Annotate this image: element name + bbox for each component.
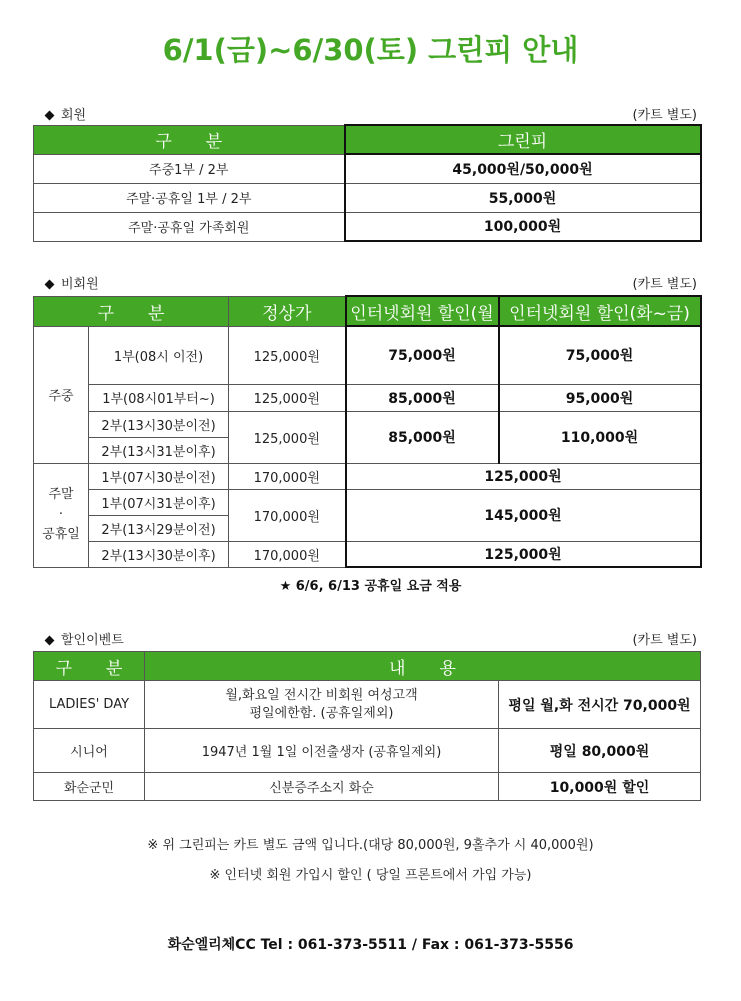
row-tuefri: 75,000원 bbox=[499, 326, 701, 384]
table-row bbox=[34, 773, 701, 801]
table-row bbox=[34, 463, 701, 489]
event-desc-line1: 월,화요일 전시간 비회원 여성고객 bbox=[225, 687, 418, 703]
row-combined: 125,000원 bbox=[346, 541, 701, 567]
table-row bbox=[34, 326, 701, 384]
row-category: 주말·공휴일 1부 / 2부 bbox=[34, 183, 345, 212]
row-time: 2부(13시31분이후) bbox=[89, 437, 229, 463]
row-combined: 145,000원 bbox=[346, 489, 701, 541]
group-weekday: 주중 bbox=[34, 326, 89, 463]
holiday-note: ★ 6/6, 6/13 공휴일 요금 적용 bbox=[279, 579, 462, 594]
row-fee: 100,000원 bbox=[345, 212, 701, 241]
row-regular: 125,000원 bbox=[229, 384, 346, 411]
event-price: 평일 월,화 전시간 70,000원 bbox=[499, 681, 701, 729]
event-price: 10,000원 할인 bbox=[499, 773, 701, 801]
row-regular: 170,000원 bbox=[229, 541, 346, 567]
diamond-bullet-icon bbox=[45, 279, 55, 289]
row-combined: 125,000원 bbox=[346, 463, 701, 489]
col-header-category: 구 분 bbox=[34, 652, 145, 681]
nonmember-fee-table bbox=[33, 295, 702, 568]
table-row bbox=[34, 212, 701, 241]
diamond-bullet-icon bbox=[45, 110, 55, 120]
event-desc: 신분증주소지 화순 bbox=[145, 773, 499, 801]
col-header-content: 내 용 bbox=[145, 652, 701, 681]
table-row bbox=[34, 384, 701, 411]
row-time: 2부(13시30분이전) bbox=[89, 411, 229, 437]
event-price: 평일 80,000원 bbox=[499, 729, 701, 773]
col-header-greenfee: 그린피 bbox=[345, 125, 701, 154]
event-name: 시니어 bbox=[34, 729, 145, 773]
event-name: LADIES' DAY bbox=[34, 681, 145, 729]
row-time: 1부(07시31분이후) bbox=[89, 489, 229, 515]
group-weekend-line3: 공휴일 bbox=[42, 527, 80, 542]
table-row bbox=[34, 183, 701, 212]
row-mon: 85,000원 bbox=[346, 411, 499, 463]
diamond-bullet-icon bbox=[45, 635, 55, 645]
event-desc bbox=[145, 681, 499, 729]
row-category: 주중1부 / 2부 bbox=[34, 154, 345, 183]
row-time: 2부(13시29분이전) bbox=[89, 515, 229, 541]
footer-note-internet: ※ 인터넷 회원 가입시 할인 ( 당일 프론트에서 가입 가능) bbox=[209, 868, 532, 883]
table-row bbox=[34, 154, 701, 183]
cart-note: (카트 별도) bbox=[632, 277, 697, 292]
section-title: 비회원 bbox=[61, 277, 99, 292]
group-weekend bbox=[34, 463, 89, 567]
section-label-member bbox=[40, 104, 86, 123]
footer-note-cart: ※ 위 그린피는 카트 별도 금액 입니다.(대당 80,000원, 9홀추가 시 40,000원) bbox=[147, 838, 594, 853]
row-regular: 170,000원 bbox=[229, 489, 346, 541]
row-regular: 125,000원 bbox=[229, 411, 346, 463]
row-fee: 45,000원/50,000원 bbox=[345, 154, 701, 183]
row-mon: 85,000원 bbox=[346, 384, 499, 411]
row-time: 1부(08시 이전) bbox=[89, 326, 229, 384]
contact-info: 화순엘리체CC Tel : 061-373-5511 / Fax : 061-373-5556 bbox=[167, 937, 574, 953]
row-tuefri: 95,000원 bbox=[499, 384, 701, 411]
event-table bbox=[33, 651, 701, 801]
row-regular: 125,000원 bbox=[229, 326, 346, 384]
group-weekend-line1: 주말 bbox=[48, 487, 74, 502]
table-row bbox=[34, 681, 701, 729]
member-fee-table bbox=[33, 124, 702, 242]
row-fee: 55,000원 bbox=[345, 183, 701, 212]
table-row bbox=[34, 411, 701, 437]
col-header-category: 구 분 bbox=[34, 125, 345, 154]
event-name: 화순군민 bbox=[34, 773, 145, 801]
cart-note: (카트 별도) bbox=[632, 633, 697, 648]
table-row bbox=[34, 729, 701, 773]
row-category: 주말·공휴일 가족회원 bbox=[34, 212, 345, 241]
section-label-nonmember bbox=[40, 273, 99, 292]
col-header-internet-mon: 인터넷회원 할인(월 bbox=[346, 296, 499, 326]
row-mon: 75,000원 bbox=[346, 326, 499, 384]
col-header-category: 구 분 bbox=[34, 296, 229, 326]
row-regular: 170,000원 bbox=[229, 463, 346, 489]
col-header-internet-tuefri: 인터넷회원 할인(화~금) bbox=[499, 296, 701, 326]
row-tuefri: 110,000원 bbox=[499, 411, 701, 463]
cart-note: (카트 별도) bbox=[632, 108, 697, 123]
table-row bbox=[34, 489, 701, 515]
section-title: 할인이벤트 bbox=[61, 633, 124, 648]
section-label-event bbox=[40, 629, 124, 648]
row-time: 1부(07시30분이전) bbox=[89, 463, 229, 489]
event-desc-line2: 평일에한함. (공휴일제외) bbox=[249, 705, 394, 721]
group-weekend-line2: · bbox=[58, 507, 64, 522]
row-time: 2부(13시30분이후) bbox=[89, 541, 229, 567]
section-title: 회원 bbox=[61, 108, 87, 123]
event-desc: 1947년 1월 1일 이전출생자 (공휴일제외) bbox=[145, 729, 499, 773]
col-header-regular: 정상가 bbox=[229, 296, 346, 326]
row-time: 1부(08시01부터~) bbox=[89, 384, 229, 411]
table-row bbox=[34, 541, 701, 567]
page-title: 6/1(금)~6/30(토) 그린피 안내 bbox=[162, 33, 579, 67]
